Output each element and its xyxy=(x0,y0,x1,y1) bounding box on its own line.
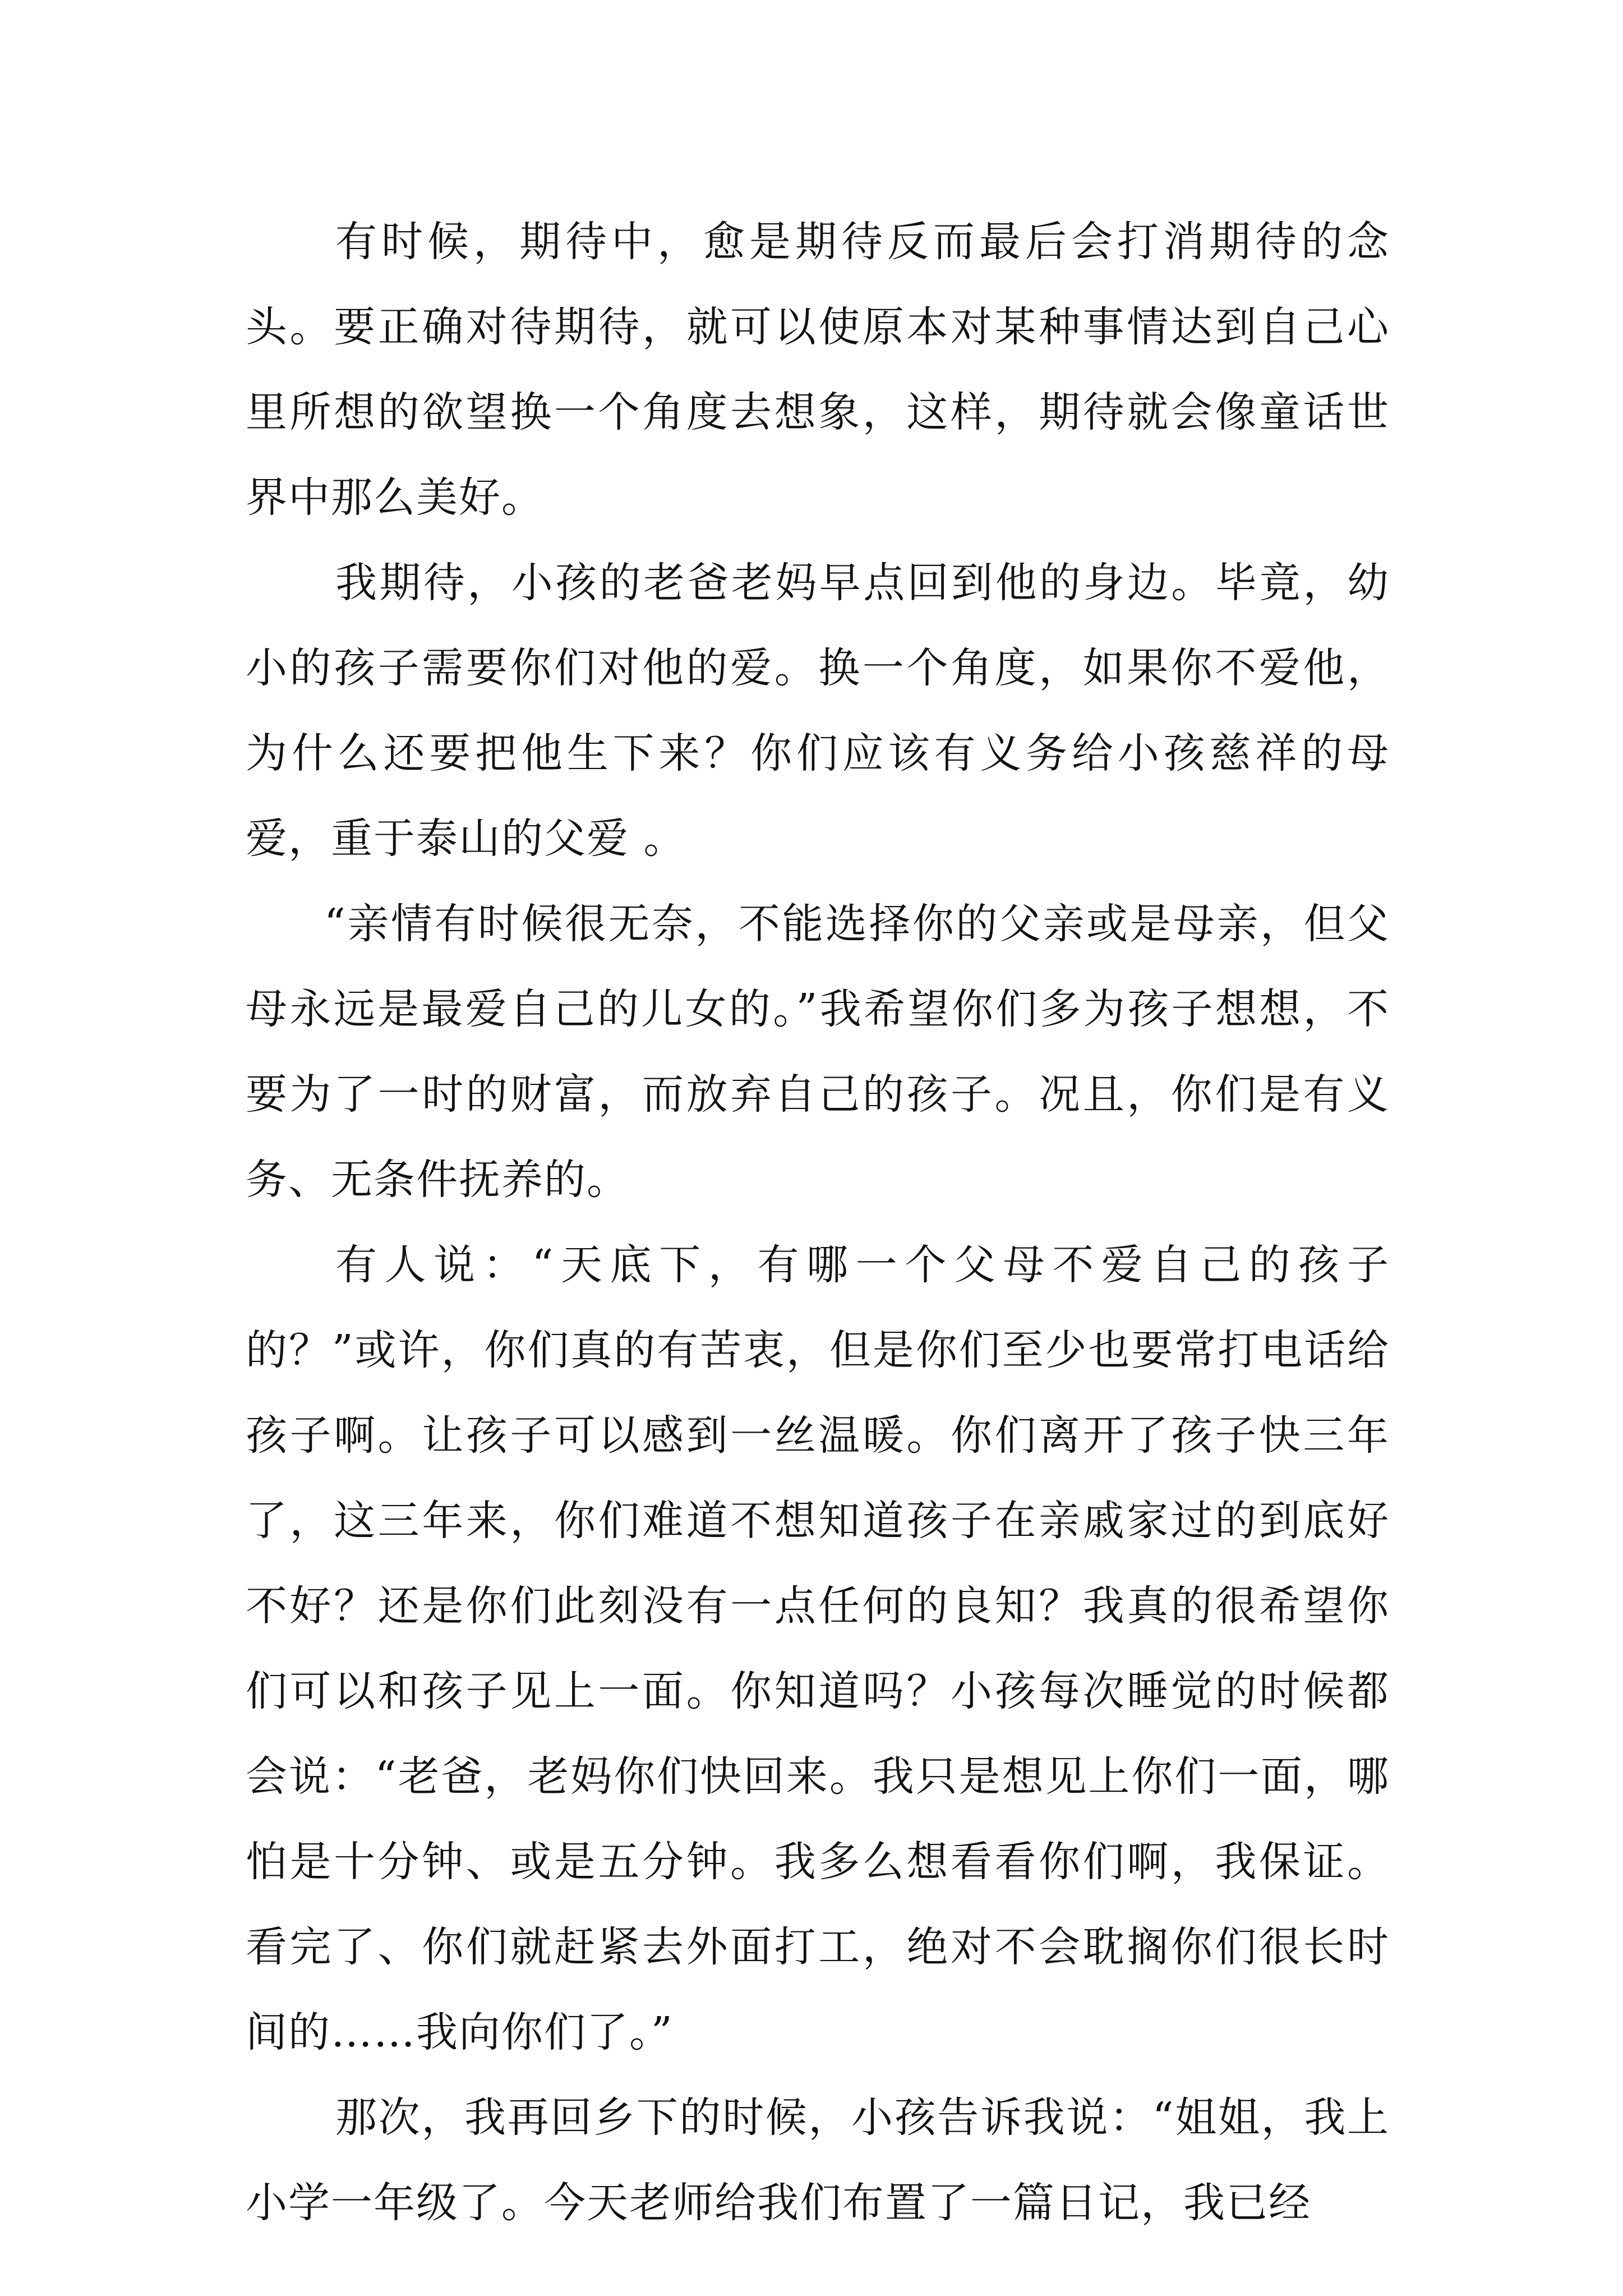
paragraph-2: 我期待，小孩的老爸老妈早点回到他的身边。毕竟，幼小的孩子需要你们对他的爱。换一个角度，如果你不爱他，为什么还要把他生下来？你们应该有义务给小孩慈祥的母爱，重于泰山的父爱 。 xyxy=(246,559,1390,863)
document-body xyxy=(246,199,1390,2246)
paragraph-5: 那次，我再回乡下的时候，小孩告诉我说：“姐姐，我上小学一年级了。今天老师给我们布置了一篇日记，我已经 xyxy=(246,2093,1390,2227)
paragraph-1: 有时候，期待中，愈是期待反而最后会打消期待的念头。要正确对待期待，就可以使原本对某种事情达到自己心里所想的欲望换一个角度去想象，这样，期待就会像童话世界中那么美好。 xyxy=(246,218,1390,522)
paragraph-3: “亲情有时候很无奈，不能选择你的父亲或是母亲，但父母永远是最爱自己的儿女的。”我希望你们多为孩子想想，不要为了一时的财富，而放弃自己的孩子。况且，你们是有义务、无条件抚养的。 xyxy=(246,900,1390,1204)
paragraph-4: 有人说：“天底下，有哪一个父母不爱自己的孩子的？”或许，你们真的有苦衷，但是你们至少也要常打电话给孩子啊。让孩子可以感到一丝温暖。你们离开了孩子快三年了，这三年来，你们难道不想知道孩子在亲戚家过的到底好不好？还是你们此刻没有一点任何的良知？我真的很希望你们可以和孩子见上一面。你知道吗？小孩每次睡觉的时候都会说：“老爸，老妈你们快回来。我只是想见上你们一面，哪怕是十分钟、或是五分钟。我多么想看看你们啊，我保证。看完了、你们就赶紧去外面打工，绝对不会耽搁你们很长时间的……我向你们了。” xyxy=(246,1241,1390,2056)
